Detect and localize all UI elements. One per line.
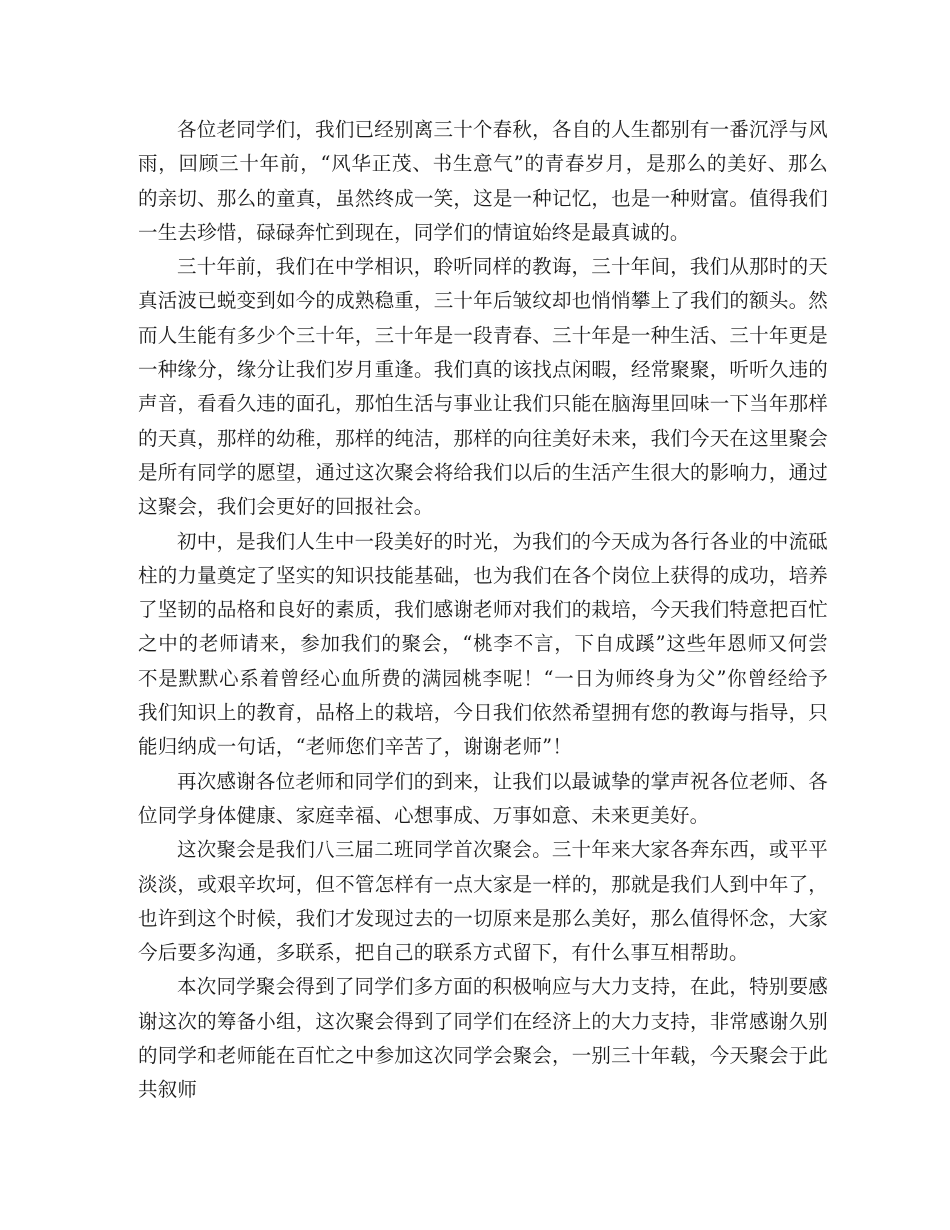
paragraph-4: 再次感谢各位老师和同学们的到来，让我们以最诚挚的掌声祝各位老师、各位同学身体健康、家庭幸福、心想事成、万事如意、未来更美好。 [138, 769, 828, 827]
paragraph-6: 本次同学聚会得到了同学们多方面的积极响应与大力支持，在此，特别要感谢这次的筹备小组，这次聚会得到了同学们在经济上的大力支持，非常感谢久别的同学和老师能在百忙之中参加这次同学会聚会，一别三十年载，今天聚会于此共叙师 [138, 975, 828, 1102]
paragraph-5: 这次聚会是我们八三届二班同学首次聚会。三十年来大家各奔东西，或平平淡淡，或艰辛坎坷，但不管怎样有一点大家是一样的，那就是我们人到中年了，也许到这个时候，我们才发现过去的一切原来是那么美好，那么值得怀念，大家今后要多沟通，多联系，把自己的联系方式留下，有什么事互相帮助。 [138, 838, 828, 965]
paragraph-3: 初中，是我们人生中一段美好的时光，为我们的今天成为各行各业的中流砥柱的力量奠定了坚实的知识技能基础，也为我们在各个岗位上获得的成功，培养了坚韧的品格和良好的素质，我们感谢老师对我们的栽培，今天我们特意把百忙之中的老师请来，参加我们的聚会，“桃李不言，下自成蹊”这些年恩师又何尝不是默默心系着曾经心血所费的满园桃李呢！“一日为师终身为父”你曾经给予我们知识上的教育，品格上的栽培，今日我们依然希望拥有您的教诲与指导，只能归纳成一句话，“老师您们辛苦了，谢谢老师”！ [138, 529, 828, 759]
paragraph-2: 三十年前，我们在中学相识，聆听同样的教诲，三十年间，我们从那时的天真活波已蜕变到如今的成熟稳重，三十年后皱纹却也悄悄攀上了我们的额头。然而人生能有多少个三十年，三十年是一段青春、三十年是一种生活、三十年更是一种缘分，缘分让我们岁月重逢。我们真的该找点闲暇，经常聚聚，听听久违的声音，看看久违的面孔，那怕生活与事业让我们只能在脑海里回味一下当年那样的天真，那样的幼稚，那样的纯洁，那样的向往美好未来，我们今天在这里聚会是所有同学的愿望，通过这次聚会将给我们以后的生活产生很大的影响力，通过这聚会，我们会更好的回报社会。 [138, 255, 828, 519]
paragraph-1: 各位老同学们，我们已经别离三十个春秋，各自的人生都别有一番沉浮与风雨，回顾三十年前，“风华正茂、书生意气”的青春岁月，是那么的美好、那么的亲切、那么的童真，虽然终成一笑，这是一种记忆，也是一种财富。值得我们一生去珍惜，碌碌奔忙到现在，同学们的情谊始终是最真诚的。 [138, 118, 828, 244]
document-body [138, 113, 828, 1108]
